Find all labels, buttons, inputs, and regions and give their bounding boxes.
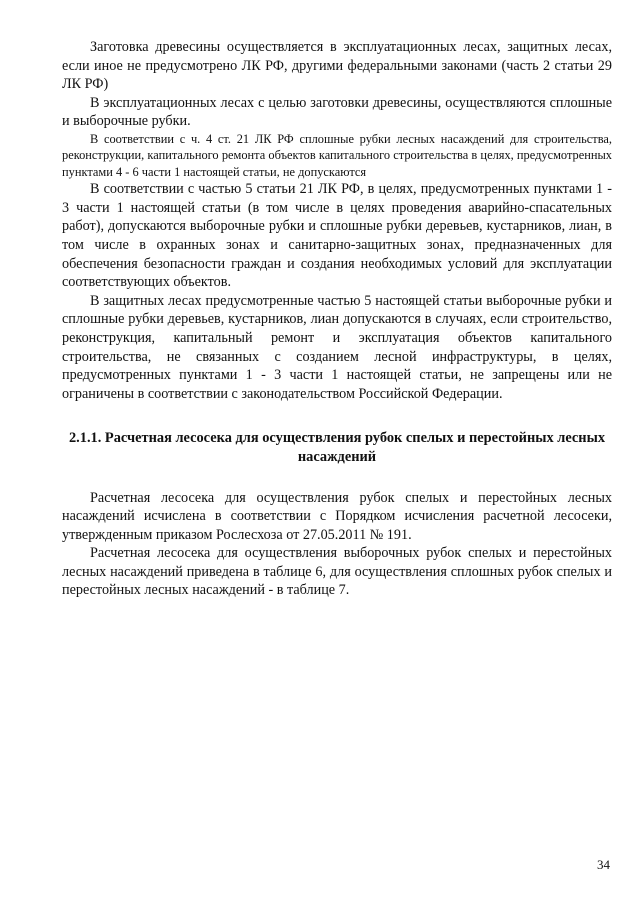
paragraph-part-5-article-21: В соответствии с частью 5 статьи 21 ЛК РФ, в целях, предусмотренных пунктами 1 - 3 части 1 настоящей статьи (в том числе в целях проведения аварийно-спасательных работ), допускаются выборочные рубки и сплошные рубки деревьев, кустарников, лиан, в том числе в охранных зонах и санитарно-защитных зонах, предназначенных для обеспечения безопасности граждан и создания необходимых условий для эксплуатации соответствующих объектов. <box>62 181 612 291</box>
document-page <box>62 38 612 600</box>
page-number: 34 <box>597 857 610 872</box>
paragraph-exploitation-forests: В эксплуатационных лесах с целью заготовки древесины, осуществляются сплошные и выборочные рубки. <box>62 94 612 130</box>
paragraph-timber-harvesting: Заготовка древесины осуществляется в эксплуатационных лесах, защитных лесах, если иное не предусмотрено ЛК РФ, другими федеральными законами (часть 2 статьи 29 ЛК РФ) <box>62 39 612 93</box>
paragraph-estimated-cutting-area: Расчетная лесосека для осуществления рубок спелых и перестойных лесных насаждений исчислена в соответствии с Порядком исчисления расчетной лесосеки, утвержденным приказом Рослесхоза от 27.05.2011 № 191. <box>62 489 612 543</box>
section-spacer <box>62 467 612 489</box>
paragraph-clear-cutting-prohibited: В соответствии с ч. 4 ст. 21 ЛК РФ сплошные рубки лесных насаждений для строительства, реконструкции, капитального ремонта объектов капитального строительства в целях, предусмотренных пунктами 4 - 6 части 1 настоящей статьи, не допускаются <box>62 131 612 179</box>
paragraph-tables-reference: Расчетная лесосека для осуществления выборочных рубок спелых и перестойных лесных насаждений приведена в таблице 6, для осуществления сплошных рубок спелых и перестойных лесных насаждений - в таблице 7. <box>62 545 612 599</box>
paragraph-protective-forests: В защитных лесах предусмотренные частью 5 настоящей статьи выборочные рубки и сплошные рубки деревьев, кустарников, лиан допускаются в случаях, если строительство, реконструкция, капитальный ремонт и эксплуатация объектов капитального строительства, не связанных с созданием лесной инфраструктуры, в целях, предусмотренных пунктами 1 - 3 части 1 настоящей статьи, не запрещены или не ограничены в соответствии с законодательством Российской Федерации. <box>62 292 612 402</box>
section-heading: 2.1.1. Расчетная лесосека для осуществления рубок спелых и перестойных лесных насаждений <box>68 430 606 465</box>
